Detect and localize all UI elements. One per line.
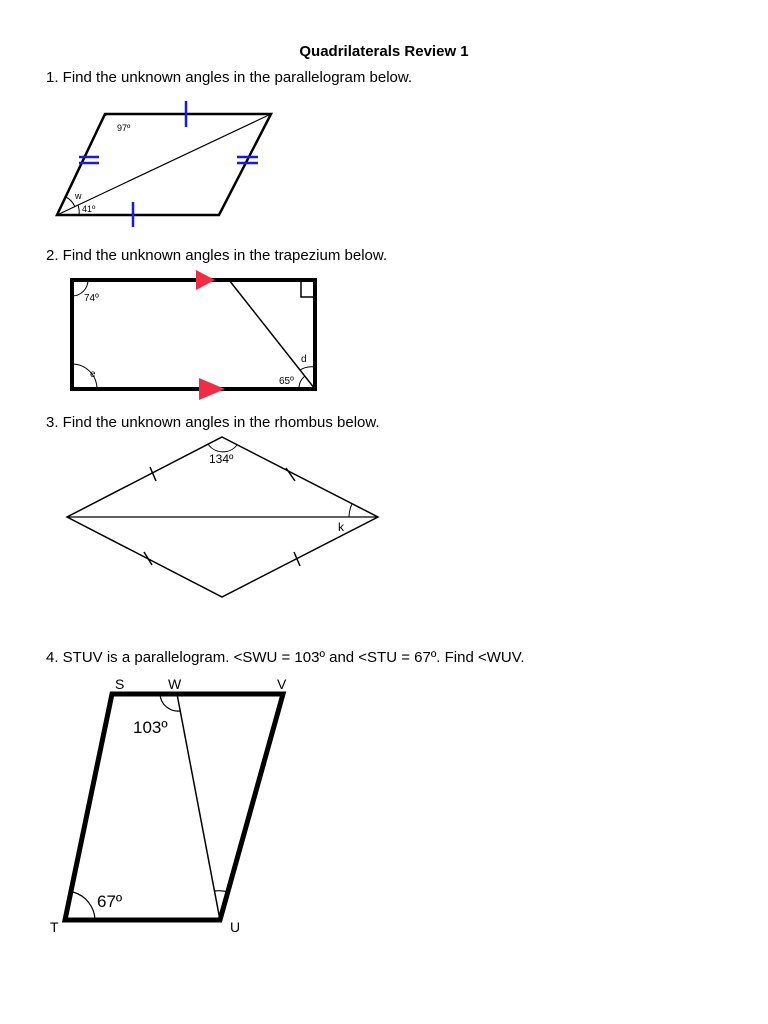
angle-label-41: 41º [82, 204, 96, 214]
angle-arc-w [66, 197, 75, 207]
question-4-text: 4. STUV is a parallelogram. <SWU = 103º and <STU = 67º. Find <WUV. [46, 649, 525, 666]
trapezium-outline [72, 280, 315, 389]
angle-arc-134 [208, 444, 237, 452]
angle-label-e: e [90, 369, 96, 380]
question-1-text: 1. Find the unknown angles in the parallelogram below. [46, 69, 413, 86]
question-3-text: 3. Find the unknown angles in the rhombus below. [46, 414, 380, 431]
angle-arc-k [349, 504, 352, 517]
angle-arc-41 [78, 205, 79, 215]
figure-4-parallelogram [50, 676, 287, 935]
right-angle-marker [301, 280, 315, 297]
angle-label-k: k [338, 520, 344, 534]
question-2-text: 2. Find the unknown angles in the trapezium below. [46, 247, 388, 264]
angle-label-67: 67º [97, 892, 123, 911]
angle-label-w: w [75, 191, 82, 201]
figure-3-rhombus [67, 437, 378, 597]
angle-label-d: d [301, 354, 307, 365]
figure-2-trapezium [72, 270, 315, 400]
parallel-arrow-top [196, 270, 215, 290]
angle-label-65: 65º [279, 376, 294, 387]
angle-arc-wuv [215, 891, 228, 892]
vertex-label-T: T [50, 919, 59, 935]
vertex-label-S: S [115, 676, 125, 692]
parallel-arrow-bottom [199, 378, 225, 400]
side-tick-marks [79, 101, 258, 227]
page-title: Quadrilaterals Review 1 [299, 43, 469, 60]
vertex-label-V: V [277, 676, 287, 692]
angle-label-103: 103º [133, 718, 168, 737]
segment-WU [177, 694, 220, 920]
angle-arc-d [300, 367, 315, 370]
vertex-label-U: U [230, 919, 241, 935]
angle-label-74: 74º [84, 293, 99, 304]
parallelogram-diagonal [57, 114, 271, 215]
angle-arc-67 [73, 892, 95, 920]
vertex-label-W: W [168, 676, 182, 692]
parallelogram-outline [65, 694, 283, 920]
figure-1-parallelogram [57, 101, 271, 227]
angle-label-97: 97º [117, 123, 131, 133]
angle-label-134: 134º [209, 452, 234, 466]
